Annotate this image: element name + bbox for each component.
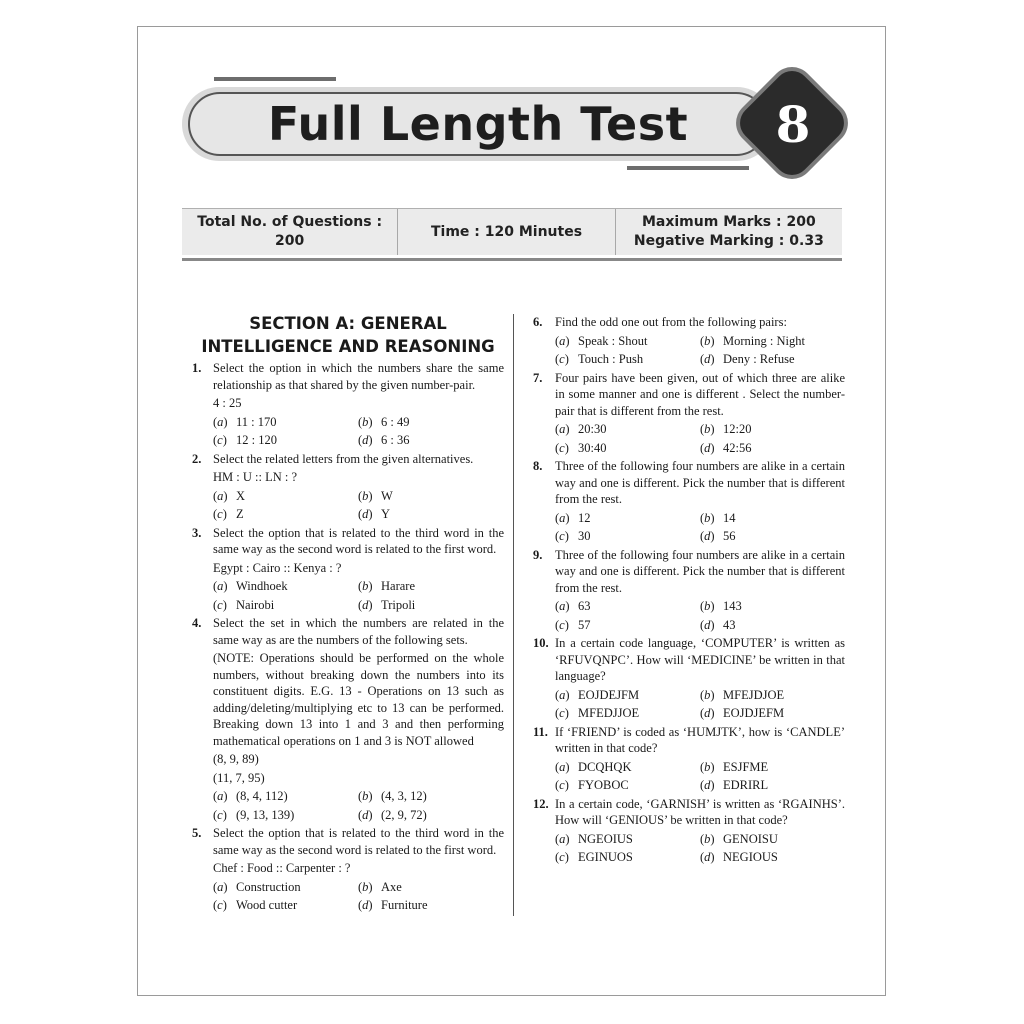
- option-label: (d): [358, 807, 373, 822]
- option-c: [213, 897, 358, 914]
- question-body: [213, 360, 504, 449]
- left-column: [192, 312, 504, 914]
- options-grid: [555, 421, 845, 456]
- options-grid: [555, 598, 845, 633]
- option-label: (c): [555, 352, 569, 366]
- option-label: (a): [555, 759, 570, 774]
- option-letter: d: [362, 807, 369, 822]
- option-text: Furniture: [381, 898, 428, 912]
- option-label: (a): [213, 879, 228, 894]
- column-divider: [513, 314, 514, 916]
- option-text: MFEDJJOE: [578, 706, 640, 720]
- option-text: NGEOIUS: [578, 831, 633, 846]
- option-a: [213, 879, 358, 896]
- option-letter: b: [704, 422, 711, 436]
- option-label: (b): [700, 831, 715, 846]
- option-label: (d): [358, 433, 373, 447]
- option-letter: c: [217, 507, 223, 521]
- option-text: Harare: [381, 579, 415, 593]
- question-4: [192, 615, 504, 823]
- option-letter: b: [362, 789, 369, 803]
- option-b: [358, 788, 504, 805]
- option-label: (b): [358, 879, 373, 894]
- option-c: [213, 807, 358, 824]
- option-text: (9, 13, 139): [236, 807, 295, 822]
- option-label: (b): [700, 599, 715, 613]
- option-b: [700, 687, 845, 704]
- option-letter: c: [559, 706, 565, 720]
- option-b: [358, 414, 504, 431]
- question-number: 7.: [533, 370, 543, 385]
- option-letter: b: [362, 579, 369, 593]
- question-number: 8.: [533, 459, 543, 473]
- option-label: (b): [358, 579, 373, 593]
- question-text: Select the set in which the numbers are related in the same way as are the numbers of the following sets.: [213, 616, 504, 647]
- option-label: (b): [358, 414, 373, 429]
- option-letter: b: [704, 333, 711, 348]
- question-body: [213, 825, 504, 914]
- option-d: [700, 440, 845, 457]
- option-b: [700, 510, 845, 527]
- option-text: Speak : Shout: [578, 333, 648, 348]
- question-body: [555, 314, 845, 368]
- question-text: Select the option that is related to the third word in the same way as the second word is related to the first word.: [213, 525, 504, 556]
- option-letter: d: [362, 507, 369, 521]
- option-text: X: [236, 488, 246, 503]
- question-text: In a certain code, ‘GARNISH’ is written as ‘RGAINHS’. How will ‘GENIOUS’ be written in that code?: [555, 796, 845, 827]
- section-title: [192, 312, 504, 358]
- option-label: (c): [213, 807, 227, 822]
- question-body: [213, 451, 504, 523]
- option-text: Nairobi: [236, 597, 275, 612]
- option-text: ESJFME: [723, 759, 769, 774]
- option-text: (4, 3, 12): [381, 789, 427, 803]
- option-text: 11 : 170: [236, 414, 277, 429]
- option-d: [700, 528, 845, 545]
- option-text: 56: [723, 529, 736, 543]
- option-letter: c: [217, 807, 223, 822]
- option-b: [700, 759, 845, 776]
- option-text: 12 : 120: [236, 433, 277, 447]
- option-text: 6 : 49: [381, 414, 410, 429]
- option-text: (2, 9, 72): [381, 807, 427, 822]
- option-text: Deny : Refuse: [723, 352, 795, 366]
- question-extra-line: Chef : Food :: Carpenter : ?: [213, 861, 351, 875]
- options-grid: [555, 687, 845, 722]
- option-label: (c): [555, 440, 569, 455]
- option-d: [358, 807, 504, 824]
- option-text: DCQHQK: [578, 759, 632, 774]
- option-text: 42:56: [723, 440, 752, 455]
- options-grid: [555, 510, 845, 545]
- option-text: Z: [236, 507, 244, 521]
- question-text: Select the option that is related to the third word in the same way as the second word is related to the first word.: [213, 826, 504, 857]
- maximum-marks: Maximum Marks : 200: [641, 214, 816, 230]
- page-title: Full Length Test: [267, 97, 689, 151]
- option-d: [358, 897, 504, 914]
- right-column: [533, 312, 845, 866]
- option-text: EOJDJEFM: [723, 706, 785, 720]
- option-label: (d): [700, 617, 715, 632]
- option-text: W: [381, 488, 393, 503]
- options-grid: [213, 788, 504, 823]
- option-letter: d: [704, 850, 711, 864]
- option-d: [700, 351, 845, 368]
- option-letter: a: [217, 789, 224, 803]
- option-c: [555, 351, 700, 368]
- option-text: 12: [578, 510, 591, 525]
- option-label: (a): [213, 414, 228, 429]
- option-letter: a: [559, 759, 566, 774]
- question-5: [192, 825, 504, 914]
- option-text: 30:40: [578, 440, 607, 455]
- option-text: Morning : Night: [723, 333, 805, 348]
- option-label: (c): [555, 850, 569, 864]
- question-text: Three of the following four numbers are alike in a certain way and one is different. Pick the number that is different from the rest.: [555, 459, 845, 506]
- option-letter: b: [704, 831, 711, 846]
- option-b: [358, 578, 504, 595]
- option-letter: c: [559, 850, 565, 864]
- option-a: [555, 333, 700, 350]
- question-11: [533, 724, 845, 794]
- option-c: [213, 597, 358, 614]
- option-label: (b): [700, 759, 715, 774]
- option-letter: c: [559, 440, 565, 455]
- option-text: Construction: [236, 879, 301, 894]
- question-text: Find the odd one out from the following pairs:: [555, 315, 787, 329]
- option-text: FYOBOC: [578, 778, 629, 792]
- option-letter: b: [362, 414, 369, 429]
- option-c: [555, 617, 700, 634]
- question-extra-line: HM : U :: LN : ?: [213, 470, 298, 484]
- option-label: (b): [700, 333, 715, 348]
- option-text: EDRIRL: [723, 778, 769, 792]
- question-6: [533, 314, 845, 368]
- option-label: (a): [213, 579, 228, 593]
- option-a: [555, 421, 700, 438]
- question-number: 1.: [192, 361, 202, 375]
- option-letter: c: [217, 898, 223, 912]
- option-letter: b: [362, 879, 369, 894]
- test-info-bar: [182, 208, 842, 255]
- options-grid: [555, 333, 845, 368]
- option-letter: a: [217, 579, 224, 593]
- option-label: (d): [358, 898, 373, 912]
- question-8: [533, 458, 845, 545]
- question-number: 2.: [192, 451, 202, 466]
- negative-marking: Negative Marking : 0.33: [633, 233, 824, 249]
- question-number: 12.: [533, 796, 549, 811]
- option-letter: c: [559, 529, 565, 543]
- marks-info: [616, 209, 842, 255]
- option-text: 6 : 36: [381, 433, 410, 447]
- option-label: (a): [555, 687, 570, 702]
- option-label: (a): [555, 831, 570, 846]
- option-letter: a: [217, 879, 224, 894]
- question-text: If ‘FRIEND’ is coded as ‘HUMJTK’, how is ‘CANDLE’ written in that code?: [555, 724, 845, 755]
- option-letter: a: [559, 831, 566, 846]
- option-label: (c): [213, 898, 227, 912]
- options-grid: [213, 879, 504, 914]
- question-body: [213, 525, 504, 614]
- option-text: 14: [723, 510, 736, 525]
- option-a: [555, 687, 700, 704]
- option-label: (a): [213, 789, 228, 803]
- option-b: [700, 831, 845, 848]
- option-letter: d: [704, 352, 711, 366]
- options-grid: [213, 488, 504, 523]
- option-text: EOJDEJFM: [578, 687, 640, 702]
- option-text: Axe: [381, 879, 402, 894]
- option-c: [555, 528, 700, 545]
- option-label: (c): [555, 617, 569, 632]
- option-d: [700, 849, 845, 866]
- options-grid: [555, 831, 845, 866]
- question-body: [555, 724, 845, 794]
- question-text: Three of the following four numbers are alike in a certain way and one is different. Pick the number that is different from the rest.: [555, 547, 845, 595]
- question-extra-line: (NOTE: Operations should be performed on the whole numbers, without breaking down the numbers into its constituent digits. E.G. 13 - Operations on 13 such as adding/deleting/multiplying etc to 13 can be performed. Breaking down 13 into 1 and 3 and then performing mathematical operations on 1 and 3 is NOT allowed: [213, 651, 504, 748]
- option-c: [555, 849, 700, 866]
- decorative-line-bottom: [627, 166, 749, 170]
- option-d: [358, 432, 504, 449]
- question-7: [533, 370, 845, 457]
- option-text: Windhoek: [236, 579, 288, 593]
- option-letter: a: [559, 599, 566, 613]
- option-label: (d): [700, 706, 715, 720]
- option-letter: d: [704, 617, 711, 632]
- options-grid: [555, 759, 845, 794]
- question-number: 6.: [533, 315, 543, 329]
- time-limit: Time : 120 Minutes: [398, 209, 615, 255]
- option-label: (d): [358, 597, 373, 612]
- option-letter: d: [704, 706, 711, 720]
- question-10: [533, 635, 845, 722]
- test-number: 8: [775, 95, 811, 154]
- question-2: [192, 451, 504, 523]
- option-label: (b): [358, 789, 373, 803]
- question-extra-line: Egypt : Cairo :: Kenya : ?: [213, 560, 342, 575]
- option-label: (a): [555, 599, 570, 613]
- option-label: (c): [213, 597, 227, 612]
- option-b: [358, 488, 504, 505]
- option-text: 20:30: [578, 422, 607, 436]
- option-text: MFEJDJOE: [723, 687, 785, 702]
- option-label: (a): [555, 510, 570, 525]
- option-letter: a: [559, 333, 566, 348]
- question-body: [555, 547, 845, 634]
- option-text: Wood cutter: [236, 898, 298, 912]
- option-text: 143: [723, 599, 742, 613]
- question-12: [533, 796, 845, 866]
- option-text: 12:20: [723, 422, 752, 436]
- question-text: In a certain code language, ‘COMPUTER’ is written as ‘RFUVQNPC’. How will ‘MEDICINE’ be written in that language?: [555, 636, 845, 683]
- option-a: [213, 578, 358, 595]
- option-text: Y: [381, 507, 391, 521]
- option-text: 30: [578, 529, 591, 543]
- option-label: (b): [358, 488, 373, 503]
- option-c: [555, 705, 700, 722]
- option-letter: b: [704, 510, 711, 525]
- option-b: [358, 879, 504, 896]
- option-letter: b: [362, 488, 369, 503]
- option-label: (c): [213, 433, 227, 447]
- option-text: GENOISU: [723, 831, 778, 846]
- question-3: [192, 525, 504, 614]
- info-bar-rule: [182, 258, 842, 261]
- option-letter: d: [704, 529, 711, 543]
- option-a: [555, 510, 700, 527]
- option-b: [700, 421, 845, 438]
- question-number: 5.: [192, 826, 202, 840]
- option-label: (d): [700, 440, 715, 455]
- question-number: 10.: [533, 636, 549, 650]
- option-label: (c): [555, 706, 569, 720]
- section-title-line-1: SECTION A: GENERAL: [249, 314, 447, 333]
- question-body: [555, 635, 845, 722]
- option-d: [358, 597, 504, 614]
- option-label: (d): [700, 850, 715, 864]
- question-extra-line: (8, 9, 89): [213, 752, 259, 766]
- option-a: [555, 598, 700, 615]
- question-extra-line: 4 : 25: [213, 396, 242, 410]
- option-letter: b: [704, 687, 711, 702]
- option-label: (b): [700, 687, 715, 702]
- option-d: [700, 705, 845, 722]
- option-b: [700, 598, 845, 615]
- options-grid: [213, 578, 504, 613]
- option-letter: b: [704, 759, 711, 774]
- question-body: [555, 458, 845, 545]
- question-number: 4.: [192, 616, 202, 630]
- question-text: Four pairs have been given, out of which three are alike in some manner and one is different . Select the number-pair that is different from the rest.: [555, 370, 845, 418]
- option-d: [700, 777, 845, 794]
- option-text: 43: [723, 617, 736, 632]
- question-number: 9.: [533, 547, 543, 562]
- option-label: (a): [555, 333, 570, 348]
- option-letter: c: [217, 433, 223, 447]
- option-a: [213, 788, 358, 805]
- option-b: [700, 333, 845, 350]
- option-label: (c): [555, 529, 569, 543]
- option-text: EGINUOS: [578, 850, 633, 864]
- option-text: Touch : Push: [578, 352, 644, 366]
- option-label: (a): [213, 488, 228, 503]
- option-text: 63: [578, 599, 591, 613]
- question-extra-line: (11, 7, 95): [213, 770, 265, 785]
- option-text: Tripoli: [381, 597, 416, 612]
- option-letter: c: [217, 597, 223, 612]
- option-a: [555, 831, 700, 848]
- option-letter: c: [559, 778, 565, 792]
- option-label: (b): [700, 422, 715, 436]
- option-label: (d): [700, 352, 715, 366]
- question-number: 3.: [192, 525, 202, 540]
- option-label: (c): [213, 507, 227, 521]
- option-c: [555, 440, 700, 457]
- option-letter: c: [559, 617, 565, 632]
- option-letter: d: [362, 898, 369, 912]
- options-grid: [213, 414, 504, 449]
- option-letter: d: [362, 597, 369, 612]
- question-number: 11.: [533, 724, 548, 739]
- option-letter: d: [704, 440, 711, 455]
- decorative-line-top: [214, 77, 336, 81]
- option-label: (d): [700, 778, 715, 792]
- option-text: (8, 4, 112): [236, 789, 288, 803]
- option-letter: d: [362, 433, 369, 447]
- question-body: [213, 615, 504, 823]
- section-title-line-2: INTELLIGENCE AND REASONING: [201, 337, 495, 356]
- option-letter: a: [559, 510, 566, 525]
- option-label: (d): [358, 507, 373, 521]
- question-body: [555, 370, 845, 457]
- option-letter: c: [559, 352, 565, 366]
- option-c: [555, 777, 700, 794]
- option-label: (a): [555, 422, 570, 436]
- question-body: [555, 796, 845, 866]
- option-label: (d): [700, 529, 715, 543]
- option-label: (b): [700, 510, 715, 525]
- option-letter: a: [559, 687, 566, 702]
- question-text: Select the option in which the numbers share the same relationship as that shared by the given number-pair.: [213, 361, 504, 392]
- option-letter: b: [704, 599, 711, 613]
- option-letter: a: [217, 488, 224, 503]
- option-letter: d: [704, 778, 711, 792]
- option-d: [700, 617, 845, 634]
- question-9: [533, 547, 845, 634]
- option-a: [555, 759, 700, 776]
- question-text: Select the related letters from the given alternatives.: [213, 451, 474, 466]
- option-letter: a: [217, 414, 224, 429]
- option-c: [213, 506, 358, 523]
- option-a: [213, 488, 358, 505]
- option-c: [213, 432, 358, 449]
- option-letter: a: [559, 422, 566, 436]
- total-questions: Total No. of Questions : 200: [182, 209, 398, 255]
- option-a: [213, 414, 358, 431]
- option-d: [358, 506, 504, 523]
- option-text: 57: [578, 617, 591, 632]
- question-1: [192, 360, 504, 449]
- option-label: (c): [555, 778, 569, 792]
- option-text: NEGIOUS: [723, 850, 778, 864]
